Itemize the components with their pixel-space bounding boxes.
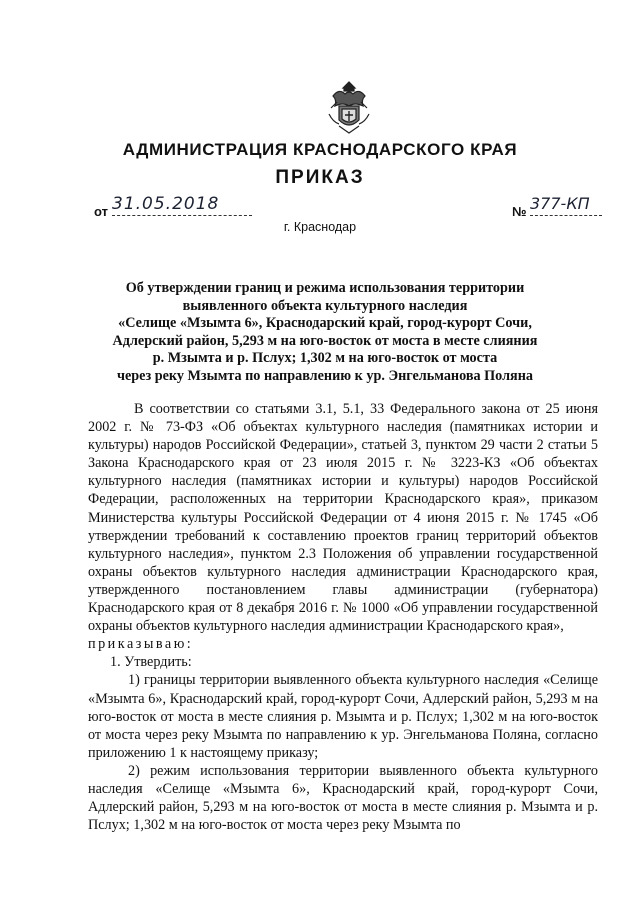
title-line: выявленного объекта культурного наследия [182,297,468,314]
item-1: 1. Утвердить: [110,654,192,671]
document-title [90,280,560,386]
handwritten-number: 377-КП [530,193,602,216]
preamble-paragraph: В соответствии со статьями 3.1, 5.1, 33 Федерального закона от 25 июня 2002 г. № 73-ФЗ «Об объектах культурного наследия (памятниках истории и культуры) народов Российской Федерации», статьей 3, пунктом 29 части 2 статьи 5 Закона Краснодарского края от 23 июля 2015 г. № 3223-КЗ «Об объектах культурного наследия (памятниках истории и культуры) народов Российской Федерации, расположенных на территории Краснодарского края», приказом Министерства культуры Российской Федерации от 4 июня 2015 г. № 1745 «Об утверждении требований к составлению проектов границ территорий объектов культурного наследия», пунктом 2.3 Положения об управлении государственной охраны объектов культурного наследия администрации Краснодарского края, утвержденного постановлением главы администрации (губернатора) Краснодарского края от 8 декабря 2016 г. № 1000 «Об управлении государственной охраны объектов культурного наследия администрации Краснодарского края», [88,401,598,635]
title-line: Адлерский район, 5,293 м на юго-восток от моста в месте слияния [112,332,538,349]
date-label: от [94,204,108,219]
city-label: г. Краснодар [283,220,357,234]
krasnodar-coat-of-arms-icon [325,78,373,136]
title-line: р. Мзымта и р. Пслух; 1,302 м на юго-восток от моста [152,350,498,367]
document-type: ПРИКАЗ [275,167,365,188]
item-1-1: 1) границы территории выявленного объекта культурного наследия «Селище «Мзымта 6», Краснодарский край, город-курорт Сочи, Адлерский район, 5,293 м на юго-восток от моста в месте слияния р. Мзымта и р. Пслух; 1,302 м на юго-восток от моста через реку Мзымта по направлению к ур. Энгельманова Поляна, согласно приложению 1 к настоящему приказу; [88,672,598,761]
title-line: через реку Мзымта по направлению к ур. Энгельманова Поляна [116,367,533,384]
title-line: Об утверждении границ и режима использования территории [125,280,525,296]
title-line: «Селище «Мзымта 6», Краснодарский край, город-курорт Сочи, [118,315,532,332]
number-label: № [512,204,527,219]
document-body [88,400,598,834]
agency-name: АДМИНИСТРАЦИЯ КРАСНОДАРСКОГО КРАЯ [122,140,518,159]
item-1-2: 2) режим использования территории выявленного объекта культурного наследия «Селище «Мзымта 6», Краснодарский край, город-курорт Сочи, Адлерский район, 5,293 м на юго-восток от моста в месте слияния р. Мзымта и р. Пслух; 1,302 м на юго-восток от моста через реку Мзымта по [88,762,598,834]
handwritten-date: 31.05.2018 [112,193,252,216]
order-word: приказываю: [88,636,194,653]
